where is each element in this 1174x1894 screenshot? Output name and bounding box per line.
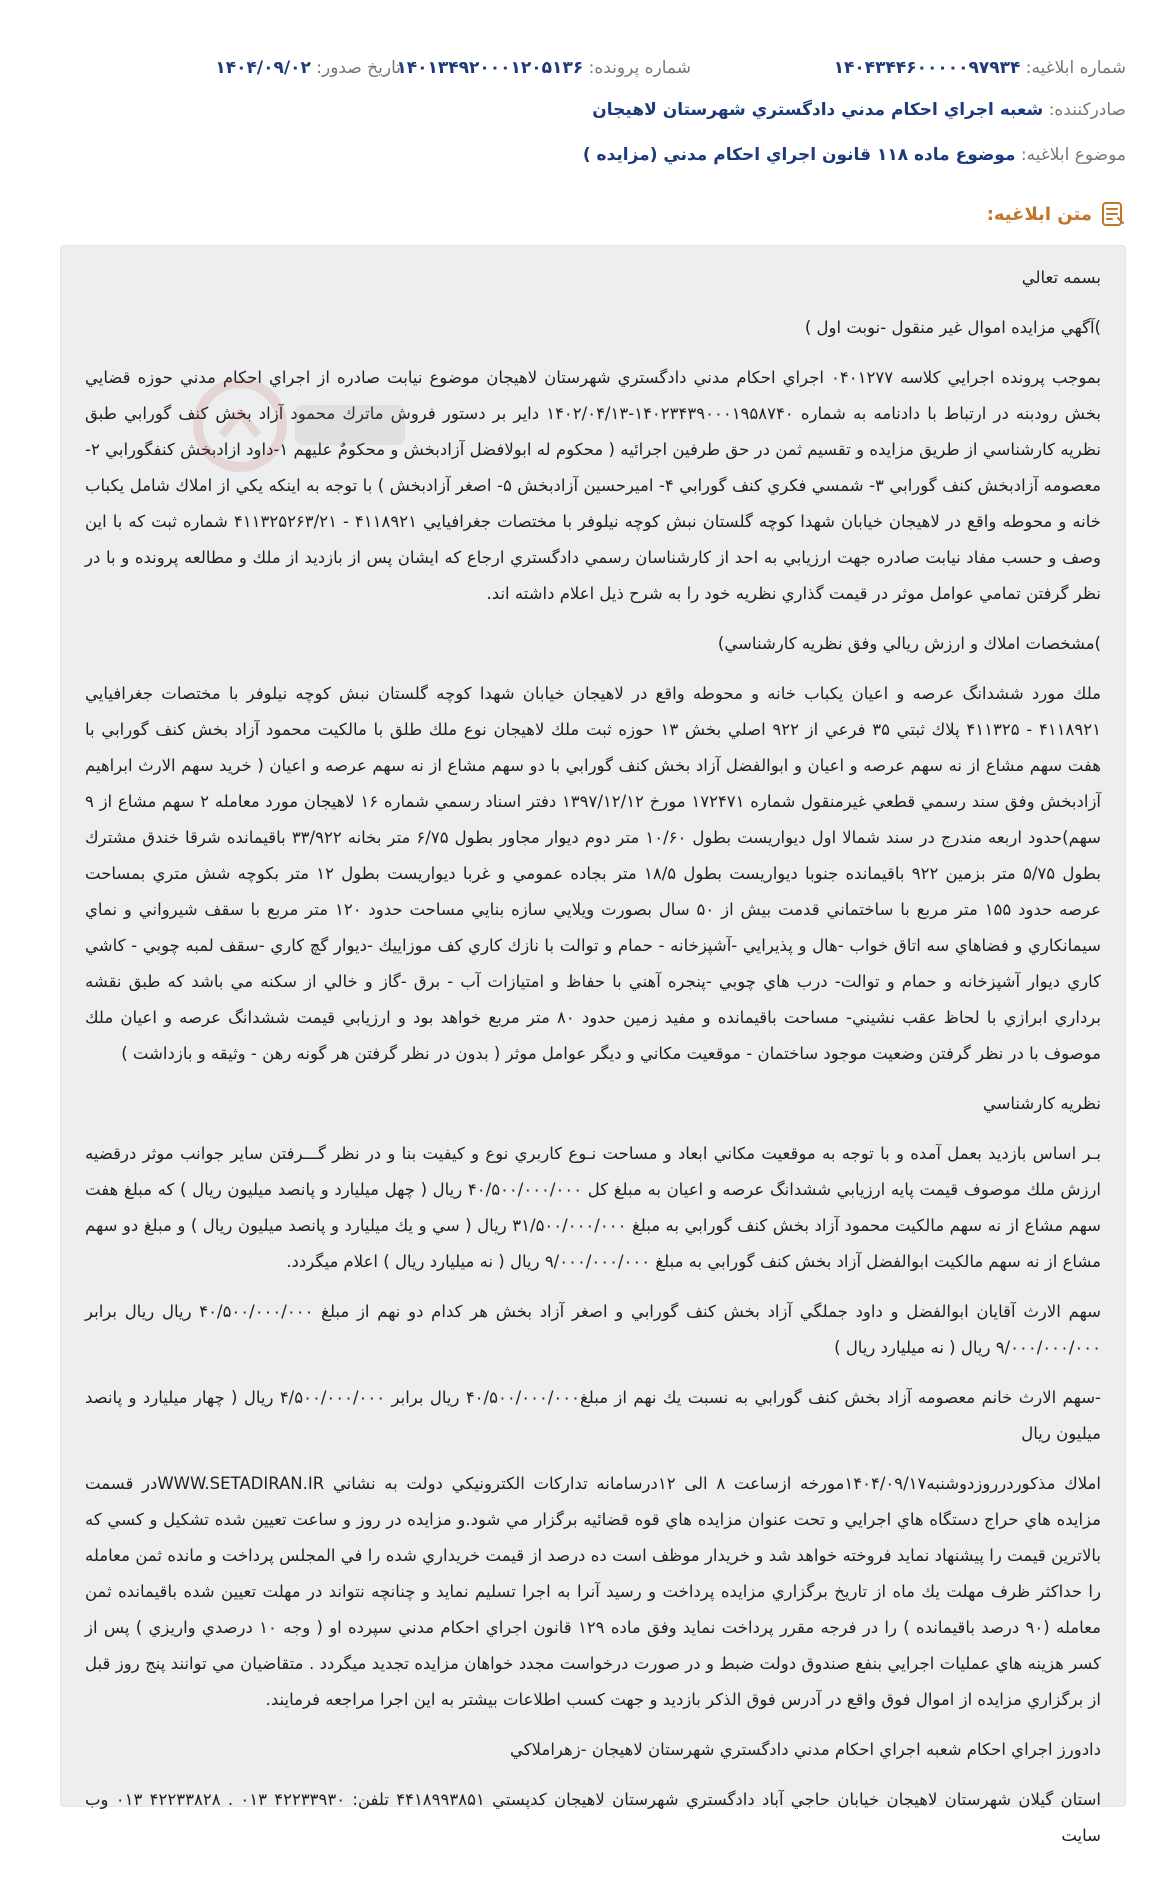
- case-number-value: ۱۴۰۱۳۴۹۲۰۰۰۱۲۰۵۱۳۶: [396, 58, 584, 78]
- issuer-label: صادرکننده:: [1048, 100, 1126, 120]
- issuer-value: شعبه اجراي احكام مدني دادگستري شهرستان لاهيجان: [592, 100, 1044, 120]
- inheritance-share-men: سهم الارث آقايان ابوالفضل و داود جملگي آزاد بخش كنف گورابي و اصغر آزاد بخش هر كدام دو نهم از مبلغ ۴۰/۵۰۰/۰۰۰/۰۰۰ ريال ريال برابر ۹/۰۰۰/۰۰۰/۰۰۰ ريال ( نه ميليارد ريال ): [85, 1302, 1101, 1357]
- issue-date-value: ۱۴۰۴/۰۹/۰۲: [215, 58, 311, 78]
- case-number: [396, 53, 691, 83]
- notice-text-heading: [987, 198, 1126, 230]
- expert-opinion-heading: نظريه كارشناسي: [982, 1094, 1101, 1113]
- officer-signature: دادورز اجراي احكام شعبه اجراي احكام مدني دادگستري شهرستان لاهيجان -زهراملاكي: [510, 1740, 1101, 1759]
- property-spec-heading: )مشخصات املاك و ارزش ريالي وفق نظريه كارشناسي): [717, 634, 1101, 653]
- subject-value: موضوع ماده ۱۱۸ قانون اجراي احكام مدني (مزايده ): [582, 145, 1016, 165]
- case-number-label: شماره پرونده:: [588, 58, 691, 78]
- office-address: استان گيلان شهرستان لاهيجان خيابان حاجي آباد دادگستري شهرستان لاهيجان كدپستي ۴۴۱۸۹۹۳۸۵۱ تلفن: ۴۲۲۳۳۹۳۰ ۰۱۳ . ۴۲۲۳۳۸۲۸ ۰۱۳ وب سايت: [85, 1790, 1101, 1845]
- issue-date-label: تاریخ صدور:: [316, 58, 401, 78]
- notice-number-label: شماره ابلاغیه:: [1025, 58, 1126, 78]
- notice-number-value: ۱۴۰۴۳۴۴۶۰۰۰۰۰۹۷۹۳۴: [833, 58, 1021, 78]
- notice-document-icon: [1100, 201, 1126, 227]
- auction-heading: )آگهي مزايده اموال غير منقول -نوبت اول ): [804, 318, 1101, 337]
- intro-paragraph: بموجب پرونده اجرايي كلاسه ۰۴۰۱۲۷۷ اجراي احكام مدني دادگستري شهرستان لاهيجان موضوع نيابت صادره از اجراي احكام مدني حوزه قضايي بخش رودبنه در ارتباط با دادنامه به شماره ۱۴۰۲۳۴۳۹۰۰۰۱۹۵۸۷۴۰-۱۴۰۲/۰۴/۱۳ داير بر دستور فروش ماترك محمود آزاد بخش كنف گورابي طبق نظريه كارشناسي از طريق مزايده و تقسيم ثمن در حق طرفين اجرائيه ( محكوم له ابولافضل آزادبخش و محكومٌ عليهم ۱-داود ازادبخش كنفگورابي ۲- معصومه آزادبخش كنف گورابي ۳- شمسي فكري كنف گورابي ۴- اميرحسين آزادبخش ۵- اصغر آزادبخش ) با توجه به اينكه يكي از املاك شامل يكباب خانه و محوطه واقع در لاهيجان خيابان شهدا كوچه گلستان نبش كوچه نيلوفر با مختصات جغرافيايي ۴۱۱۸۹۲۱ - ۴۱۱۳۲۵۲۶۳/۲۱ شماره ثبت كه با اين وصف و حسب مفاد نيابت صادره جهت ارزيابي به احد از كارشناسان رسمي دادگستري ارجاع كه ايشان پس از بازديد از ملك و مطالعه پرونده و با در نظر گرفتن تمامي عوامل موثر در قيمت گذاري نظريه خود را به شرح ذيل اعلام داشته اند.: [85, 368, 1102, 603]
- notice-body: [60, 245, 1126, 1845]
- subject-label: موضوع ابلاغیه:: [1020, 145, 1126, 165]
- meta-row-issuer: [48, 95, 1126, 125]
- auction-terms: املاك مذكوردرروزدوشنبه۱۴۰۴/۰۹/۱۷مورخه ازساعت ۸ الی ۱۲درسامانه تداركات الكترونيكي دولت به نشاني WWW.SETADIRAN.IRدر قسمت مزايده هاي حراج دستگاه هاي اجرايي و تحت عنوان مزايده هاي قوه قضائيه برگزار مي شود.و مزايده در روز و ساعت تعيين شده تشكيل و كسي كه بالاترين قيمت را پيشنهاد نمايد فروخته خواهد شد و خريدار موظف است ده درصد از قيمت خريداري شده را في المجلس پرداخت و مانده ثمن معامله را حداكثر ظرف مهلت يك ماه از تاريخ برگزاري مزايده پرداخت و رسيد آنرا به اجرا تسليم نمايد و چنانچه نتواند در مهلت تعيين شده باقيمانده ثمن معامله (۹۰ درصد باقيمانده ) را در فرجه مقرر پرداخت نمايد وفق ماده ۱۲۹ قانون اجراي احكام مدني سپرده او ( وجه ۱۰ درصدي واريزي ) پس از كسر هزينه هاي عمليات اجرايي بنفع صندوق دولت ضبط و در صورت درخواست مجدد خواهان مزايده تجديد ميگردد . متقاضيان مي توانند پنج روز قبل از برگزاري مزايده از اموال فوق واقع در آدرس فوق الذكر بازديد و جهت كسب اطلاعات بيشتر به اين اجرا مراجعه فرمايند.: [85, 1474, 1101, 1709]
- greeting: بسمه تعالي: [1021, 268, 1101, 287]
- notice-text-title: متن ابلاغیه:: [986, 203, 1092, 225]
- meta-row-subject: [48, 140, 1126, 170]
- expert-opinion: بـر اساس بازديد بعمل آمده و با توجه به موقعيت مكاني ابعاد و مساحت نـوع كاربري نوع و كيفيت بنا و در نظر گـــرفتن ساير جوانب موثر درقضيه ارزش ملك موصوف قيمت پايه ارزيابي ششدانگ عرصه و اعيان به مبلغ كل ۴۰/۵۰۰/۰۰۰/۰۰۰ ريال ( چهل ميليارد و پانصد ميليون ريال ) كه مبلغ هفت سهم مشاع از نه سهم مالكيت محمود آزاد بخش كنف گورابي به مبلغ ۳۱/۵۰۰/۰۰۰/۰۰۰ ريال ( سي و يك ميليارد و پانصد ميليون ريال ) و مبلغ دو سهم مشاع از نه سهم مالكيت ابوالفضل آزاد بخش كنف گورابي به مبلغ ۹/۰۰۰/۰۰۰/۰۰۰ ريال ( نه ميليارد ريال ) اعلام ميگردد.: [85, 1144, 1101, 1271]
- notice-number: [834, 53, 1126, 83]
- property-description: ملك مورد ششدانگ عرصه و اعيان يكباب خانه و محوطه واقع در لاهيجان خيابان شهدا كوچه گلستان نبش كوچه نيلوفر با مختصات جغرافيايي ۴۱۱۸۹۲۱ - ۴۱۱۳۲۵ پلاك ثبتي ۳۵ فرعي از ۹۲۲ اصلي بخش ۱۳ حوزه ثبت ملك لاهيجان نوع ملك طلق با مالكيت محمود آزاد بخش كنف گورابي با هفت سهم مشاع از نه سهم عرصه و اعيان و ابوالفضل آزاد بخش كنف گورابي با دو سهم مشاع از نه سهم عرصه و اعيان ( خريد سهم الارث ابراهيم آزادبخش وفق سند رسمي قطعي غيرمنقول شماره ۱۷۲۴۷۱ مورخ ۱۳۹۷/۱۲/۱۲ دفتر اسناد رسمي شماره ۱۶ لاهيجان مورد معامله ۲ سهم مشاع از ۹ سهم)حدود اربعه مندرج در سند شمالا اول ديواريست بطول ۱۰/۶۰ متر دوم ديوار مجاور بطول ۶/۷۵ متر بخانه ۳۳/۹۲۲ باقيمانده شرقا خندق مشترك بطول ۵/۷۵ متر بزمين ۹۲۲ باقيمانده جنوبا ديواريست بطول ۱۸/۵ متر بجاده عمومي و غربا ديواريست بطول ۱۲ متر بكوچه شش متري بمساحت عرصه حدود ۱۵۵ متر مربع با ساختماني قدمت بيش از ۵۰ سال بصورت ويلايي سازه بنايي مساحت حدود ۱۲۰ متر مربع با سقف شيرواني و نماي سيمانكاري و فضاهاي سه اتاق خواب -هال و پذيرايي -آشپزخانه - حمام و توالت با نازك كاري كف موزاييك -ديوار گچ كاري -سقف لمبه چوبي - كاشي كاري ديوار آشپزخانه و حمام و توالت- درب هاي چوبي -پنجره آهني با حفاظ و امتيازات آب - برق -گاز و خالي از سكنه مي باشد كه طبق نقشه برداري ابرازي با لحاظ عقب نشيني- مساحت باقيمانده و مفيد زمين حدود ۸۰ متر مربع خواهد بود و ارزيابي قيمت ششدانگ عرصه و اعيان ملك موصوف با در نظر گرفتن وضعيت موجود ساختمان - موقعيت مكاني و ديگر عوامل موثر ( بدون در نظر گرفتن هر گونه رهن - وثيقه و بازداشت ): [85, 684, 1102, 1063]
- inheritance-share-woman: -سهم الارث خانم معصومه آزاد بخش كنف گورابي به نسبت يك نهم از مبلغ۴۰/۵۰۰/۰۰۰/۰۰۰ ريال برابر ۴/۵۰۰/۰۰۰/۰۰۰ ريال ( چهار ميليارد و پانصد ميليون ريال: [85, 1388, 1101, 1443]
- issue-date: [215, 53, 401, 83]
